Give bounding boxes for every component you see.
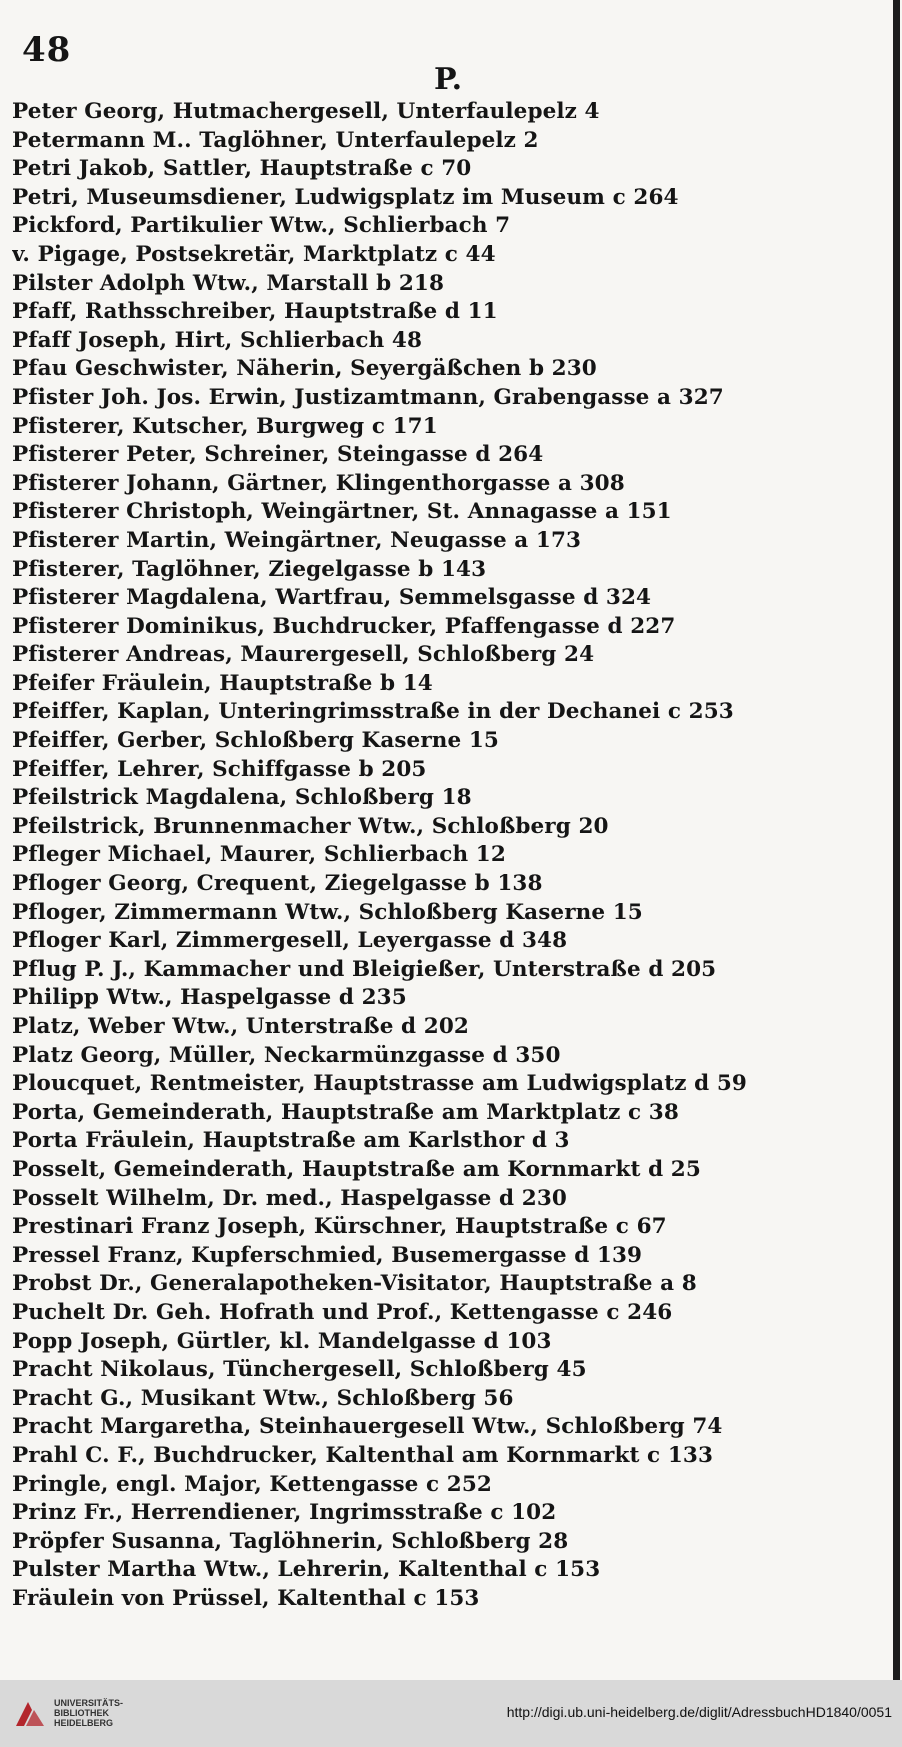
directory-entry: Pfisterer Martin, Weingärtner, Neugasse a 173 — [12, 527, 582, 553]
university-library-logo-icon — [12, 1696, 48, 1732]
directory-entry: Posselt, Gemeinderath, Hauptstraße am Kornmarkt d 25 — [12, 1156, 701, 1182]
directory-entry: Pröpfer Susanna, Taglöhnerin, Schloßberg 28 — [12, 1528, 569, 1554]
footer-bar — [0, 1680, 902, 1747]
directory-entry: Pfloger Georg, Crequent, Ziegelgasse b 138 — [12, 871, 543, 897]
directory-entry: Pfisterer Johann, Gärtner, Klingenthorgasse a 308 — [12, 470, 625, 496]
directory-entry: Pfau Geschwister, Näherin, Seyergäßchen b 230 — [12, 356, 597, 382]
section-letter: P. — [434, 62, 463, 97]
directory-entry: Prestinari Franz Joseph, Kürschner, Hauptstraße c 67 — [12, 1214, 667, 1240]
directory-entry: Pracht Nikolaus, Tünchergesell, Schloßberg 45 — [12, 1357, 587, 1383]
directory-entry: Pflug P. J., Kammacher und Bleigießer, Unterstraße d 205 — [12, 956, 717, 982]
directory-entry: Platz Georg, Müller, Neckarmünzgasse d 350 — [12, 1042, 561, 1068]
directory-entry: Petri, Museumsdiener, Ludwigsplatz im Museum c 264 — [12, 184, 679, 210]
directory-entry: Probst Dr., Generalapotheken-Visitator, Hauptstraße a 8 — [12, 1271, 697, 1297]
directory-entry: Pfisterer Dominikus, Buchdrucker, Pfaffengasse d 227 — [12, 613, 676, 639]
directory-entry: Pfeifer Fräulein, Hauptstraße b 14 — [12, 670, 433, 696]
directory-entry: Pfisterer, Taglöhner, Ziegelgasse b 143 — [12, 556, 487, 582]
library-name-line: BIBLIOTHEK — [54, 1708, 109, 1718]
directory-entry: Pracht Margaretha, Steinhauergesell Wtw., Schloßberg 74 — [12, 1414, 723, 1440]
directory-entry: Fräulein von Prüssel, Kaltenthal c 153 — [12, 1585, 480, 1611]
directory-entry: Pfisterer Andreas, Maurergesell, Schloßberg 24 — [12, 642, 595, 668]
directory-entry: Pfisterer Magdalena, Wartfrau, Semmelsgasse d 324 — [12, 585, 652, 611]
directory-entry: Pringle, engl. Major, Kettengasse c 252 — [12, 1471, 492, 1497]
directory-entry: Pfloger Karl, Zimmergesell, Leyergasse d 348 — [12, 928, 568, 954]
directory-entry: Popp Joseph, Gürtler, kl. Mandelgasse d 103 — [12, 1328, 552, 1354]
directory-entry: Posselt Wilhelm, Dr. med., Haspelgasse d 230 — [12, 1185, 567, 1211]
directory-entry: Porta Fräulein, Hauptstraße am Karlsthor d 3 — [12, 1128, 570, 1154]
directory-entry: Pracht G., Musikant Wtw., Schloßberg 56 — [12, 1385, 514, 1411]
directory-entry: Pfisterer, Kutscher, Burgweg c 171 — [12, 413, 438, 439]
directory-entry: Pressel Franz, Kupferschmied, Busemergasse d 139 — [12, 1242, 643, 1268]
page-edge-line — [893, 0, 900, 1680]
directory-entry: Porta, Gemeinderath, Hauptstraße am Marktplatz c 38 — [12, 1099, 679, 1125]
directory-entry: Pfeilstrick Magdalena, Schloßberg 18 — [12, 785, 472, 811]
directory-entry: Platz, Weber Wtw., Unterstraße d 202 — [12, 1014, 469, 1039]
directory-entry: Pfloger, Zimmermann Wtw., Schloßberg Kaserne 15 — [12, 899, 643, 925]
directory-entry: Ploucquet, Rentmeister, Hauptstrasse am Ludwigsplatz d 59 — [12, 1071, 747, 1097]
directory-entry: Prahl C. F., Buchdrucker, Kaltenthal am Kornmarkt c 133 — [12, 1442, 714, 1468]
directory-entry: Pickford, Partikulier Wtw., Schlierbach 7 — [12, 213, 511, 239]
directory-entry: Pfisterer Christoph, Weingärtner, St. Annagasse a 151 — [12, 499, 672, 525]
directory-entry: Pfaff Joseph, Hirt, Schlierbach 48 — [12, 327, 423, 353]
directory-entry: Pfister Joh. Jos. Erwin, Justizamtmann, Grabengasse a 327 — [12, 384, 724, 410]
directory-entry: Pfleger Michael, Maurer, Schlierbach 12 — [12, 842, 506, 868]
directory-entry: Pfeilstrick, Brunnenmacher Wtw., Schloßberg 20 — [12, 813, 609, 839]
directory-entry: Philipp Wtw., Haspelgasse d 235 — [12, 985, 407, 1011]
directory-entry: Pfisterer Peter, Schreiner, Steingasse d 264 — [12, 442, 544, 468]
directory-entry: Pulster Martha Wtw., Lehrerin, Kaltenthal c 153 — [12, 1557, 601, 1583]
directory-entry: Pilster Adolph Wtw., Marstall b 218 — [12, 270, 445, 296]
directory-entry: Petermann M.. Taglöhner, Unterfaulepelz 2 — [12, 127, 539, 153]
directory-entry: Prinz Fr., Herrendiener, Ingrimsstraße c 102 — [12, 1500, 557, 1526]
directory-entry: Pfaff, Rathsschreiber, Hauptstraße d 11 — [12, 299, 498, 325]
source-url[interactable]: http://digi.ub.uni-heidelberg.de/diglit/AdressbuchHD1840/0051 — [506, 1704, 892, 1720]
directory-entry: Pfeiffer, Gerber, Schloßberg Kaserne 15 — [12, 728, 499, 754]
directory-entry: Peter Georg, Hutmachergesell, Unterfaulepelz 4 — [12, 99, 600, 124]
library-name-line: HEIDELBERG — [54, 1718, 114, 1728]
library-name — [54, 1698, 123, 1728]
directory-entries — [12, 98, 872, 1613]
library-name-line: UNIVERSITÄTS- — [54, 1698, 124, 1708]
directory-entry: Pfeiffer, Lehrer, Schiffgasse b 205 — [12, 756, 427, 782]
directory-entry: Pfeiffer, Kaplan, Unteringrimsstraße in der Dechanei c 253 — [12, 699, 734, 725]
page-number: 48 — [22, 30, 72, 70]
directory-entry: Petri Jakob, Sattler, Hauptstraße c 70 — [12, 156, 472, 182]
directory-entry: Puchelt Dr. Geh. Hofrath und Prof., Kettengasse c 246 — [12, 1299, 673, 1325]
directory-entry: v. Pigage, Postsekretär, Marktplatz c 44 — [12, 241, 496, 267]
